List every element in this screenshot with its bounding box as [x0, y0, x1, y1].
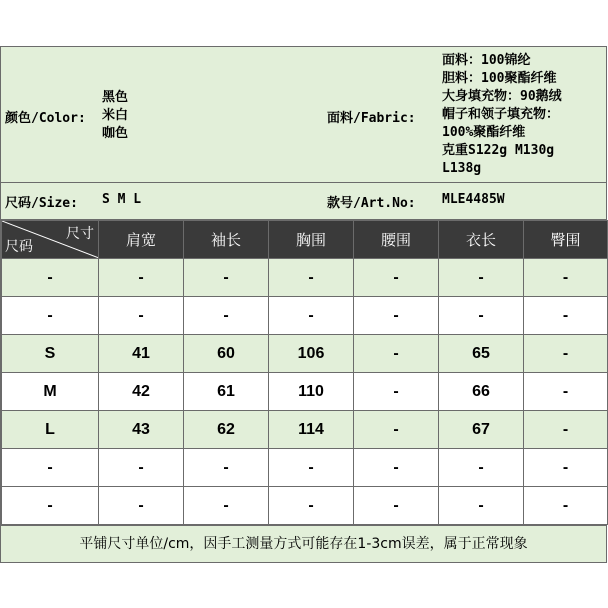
table-cell: 41: [99, 335, 184, 373]
color-value: 米白: [102, 108, 129, 123]
column-header-sleeve: 袖长: [184, 221, 269, 259]
table-cell: 110: [269, 373, 354, 411]
table-cell: -: [354, 259, 439, 297]
fabric-line: L138g: [442, 161, 482, 176]
table-cell: -: [354, 373, 439, 411]
table-cell: -: [439, 259, 524, 297]
table-cell: -: [354, 487, 439, 525]
table-cell: -: [439, 297, 524, 335]
table-cell: 62: [184, 411, 269, 449]
table-cell: -: [269, 297, 354, 335]
table-cell: 60: [184, 335, 269, 373]
table-row: [2, 487, 608, 525]
color-label: 颜色/Color:: [5, 111, 86, 126]
table-cell: -: [184, 297, 269, 335]
table-cell: 42: [99, 373, 184, 411]
table-cell: -: [184, 259, 269, 297]
table-cell: -: [2, 449, 99, 487]
table-row: [2, 335, 608, 373]
column-header-length: 衣长: [439, 221, 524, 259]
column-header-hip: 臀围: [524, 221, 608, 259]
table-cell: -: [184, 487, 269, 525]
table-cell: 65: [439, 335, 524, 373]
table-cell: M: [2, 373, 99, 411]
column-header-waist: 腰围: [354, 221, 439, 259]
article-number-label: 款号/Art.No:: [327, 196, 416, 211]
table-cell: -: [2, 487, 99, 525]
column-header-shoulder: 肩宽: [99, 221, 184, 259]
column-header-chest: 胸围: [269, 221, 354, 259]
table-cell: -: [99, 259, 184, 297]
size-label: 尺码/Size:: [5, 196, 78, 211]
table-corner-cell: [2, 221, 99, 259]
table-cell: -: [524, 487, 608, 525]
fabric-line: 胆料：100聚酯纤维: [442, 71, 557, 86]
table-cell: -: [524, 335, 608, 373]
table-cell: -: [99, 297, 184, 335]
table-cell: -: [2, 259, 99, 297]
table-cell: -: [2, 297, 99, 335]
size-and-article-row: [1, 182, 606, 220]
table-cell: -: [99, 487, 184, 525]
table-cell: -: [524, 411, 608, 449]
table-cell: -: [354, 411, 439, 449]
fabric-line: 大身填充物：90鹅绒: [442, 89, 562, 104]
table-cell: 61: [184, 373, 269, 411]
table-cell: -: [354, 335, 439, 373]
table-cell: 43: [99, 411, 184, 449]
size-chart-sheet: [0, 46, 607, 563]
fabric-values: [442, 52, 562, 178]
fabric-line: 面料：100锦纶: [442, 53, 531, 68]
table-cell: 67: [439, 411, 524, 449]
table-cell: -: [354, 297, 439, 335]
table-cell: -: [269, 487, 354, 525]
table-cell: -: [269, 259, 354, 297]
size-value: S M L: [102, 192, 142, 207]
table-cell: 114: [269, 411, 354, 449]
corner-label-size: 尺码: [5, 239, 33, 255]
color-value: 黑色: [102, 90, 129, 105]
product-info-panel: [1, 47, 606, 183]
fabric-line: 克重S122g M130g: [442, 143, 555, 158]
table-row: [2, 411, 608, 449]
table-cell: 66: [439, 373, 524, 411]
measurement-note: 平铺尺寸单位/cm，因手工测量方式可能存在1-3cm误差，属于正常现象: [1, 525, 606, 563]
fabric-line: 帽子和领子填充物：: [442, 107, 560, 122]
table-cell: -: [524, 297, 608, 335]
fabric-label: 面料/Fabric:: [327, 111, 416, 126]
table-row: [2, 297, 608, 335]
color-value: 咖色: [102, 126, 129, 141]
table-row: [2, 259, 608, 297]
table-cell: -: [184, 449, 269, 487]
table-cell: -: [439, 487, 524, 525]
table-cell: L: [2, 411, 99, 449]
table-cell: -: [524, 449, 608, 487]
table-row: [2, 373, 608, 411]
table-cell: -: [269, 449, 354, 487]
fabric-line: 100%聚酯纤维: [442, 125, 526, 140]
table-cell: S: [2, 335, 99, 373]
table-row: [2, 449, 608, 487]
color-values: [102, 89, 128, 143]
article-number-value: MLE4485W: [442, 192, 505, 207]
table-cell: -: [439, 449, 524, 487]
table-cell: -: [99, 449, 184, 487]
table-cell: -: [354, 449, 439, 487]
table-cell: -: [524, 259, 608, 297]
table-cell: 106: [269, 335, 354, 373]
size-table: [1, 220, 608, 525]
corner-label-measurement: 尺寸: [66, 226, 94, 242]
table-header-row: [2, 221, 608, 259]
table-cell: -: [524, 373, 608, 411]
